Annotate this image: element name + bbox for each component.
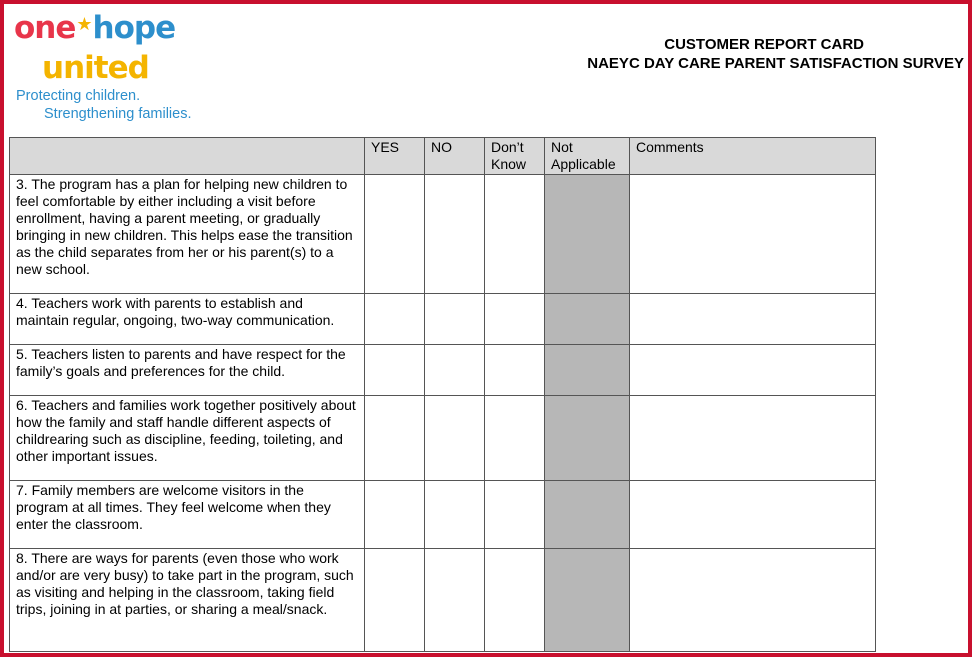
question-cell: 6. Teachers and families work together positively about how the family and staff handle different aspects of childrearing such as discipline, feeding, toileting, and other important issues. bbox=[10, 396, 365, 481]
table-row bbox=[10, 175, 876, 294]
comments-cell[interactable] bbox=[630, 481, 876, 549]
not-applicable-cell bbox=[545, 175, 630, 294]
not-applicable-cell bbox=[545, 345, 630, 396]
document-subtitle: NAEYC DAY CARE PARENT SATISFACTION SURVEY bbox=[587, 55, 964, 72]
comments-cell[interactable] bbox=[630, 294, 876, 345]
no-cell[interactable] bbox=[425, 175, 485, 294]
no-cell[interactable] bbox=[425, 481, 485, 549]
header-no: NO bbox=[425, 138, 485, 175]
dont-know-cell[interactable] bbox=[485, 294, 545, 345]
no-cell[interactable] bbox=[425, 396, 485, 481]
table-header-row bbox=[10, 138, 876, 175]
not-applicable-cell bbox=[545, 481, 630, 549]
logo-tagline-1: Protecting children. bbox=[16, 88, 141, 104]
no-cell[interactable] bbox=[425, 549, 485, 652]
header-yes: YES bbox=[365, 138, 425, 175]
yes-cell[interactable] bbox=[365, 175, 425, 294]
not-applicable-cell bbox=[545, 549, 630, 652]
dont-know-cell[interactable] bbox=[485, 345, 545, 396]
comments-cell[interactable] bbox=[630, 549, 876, 652]
yes-cell[interactable] bbox=[365, 294, 425, 345]
dont-know-cell[interactable] bbox=[485, 549, 545, 652]
table-row bbox=[10, 396, 876, 481]
comments-cell[interactable] bbox=[630, 345, 876, 396]
logo-tagline-2: Strengthening families. bbox=[44, 106, 192, 122]
survey-table bbox=[9, 137, 876, 652]
header-dont-know: Don’t Know bbox=[485, 138, 545, 175]
comments-cell[interactable] bbox=[630, 175, 876, 294]
dont-know-cell[interactable] bbox=[485, 481, 545, 549]
question-cell: 5. Teachers listen to parents and have respect for the family’s goals and preferences for the child. bbox=[10, 345, 365, 396]
comments-cell[interactable] bbox=[630, 396, 876, 481]
yes-cell[interactable] bbox=[365, 549, 425, 652]
table-row bbox=[10, 481, 876, 549]
logo-wordmark-bottom: united bbox=[42, 50, 149, 86]
document-heading bbox=[587, 35, 964, 73]
header-comments: Comments bbox=[630, 138, 876, 175]
question-cell: 4. Teachers work with parents to establish and maintain regular, ongoing, two-way communication. bbox=[10, 294, 365, 345]
header-question bbox=[10, 138, 365, 175]
question-cell: 8. There are ways for parents (even those who work and/or are very busy) to take part in the program, such as visiting and helping in the classroom, taking field trips, joining in at parties, or sharing a meal/snack. bbox=[10, 549, 365, 652]
logo-wordmark-top: one★hope bbox=[14, 10, 176, 46]
table-row bbox=[10, 549, 876, 652]
yes-cell[interactable] bbox=[365, 481, 425, 549]
question-cell: 3. The program has a plan for helping new children to feel comfortable by either including a visit before enrollment, having a parent meeting, or gradually bringing in new children. This helps ease the transition as the child separates from her or his parent(s) to a new school. bbox=[10, 175, 365, 294]
one-hope-united-logo bbox=[14, 10, 204, 128]
yes-cell[interactable] bbox=[365, 345, 425, 396]
table-row bbox=[10, 294, 876, 345]
not-applicable-cell bbox=[545, 294, 630, 345]
no-cell[interactable] bbox=[425, 294, 485, 345]
no-cell[interactable] bbox=[425, 345, 485, 396]
yes-cell[interactable] bbox=[365, 396, 425, 481]
header-not-applicable: Not Applicable bbox=[545, 138, 630, 175]
not-applicable-cell bbox=[545, 396, 630, 481]
dont-know-cell[interactable] bbox=[485, 396, 545, 481]
star-icon: ★ bbox=[76, 14, 92, 35]
question-cell: 7. Family members are welcome visitors in the program at all times. They feel welcome when they enter the classroom. bbox=[10, 481, 365, 549]
dont-know-cell[interactable] bbox=[485, 175, 545, 294]
table-row bbox=[10, 345, 876, 396]
document-title: CUSTOMER REPORT CARD bbox=[664, 36, 864, 53]
